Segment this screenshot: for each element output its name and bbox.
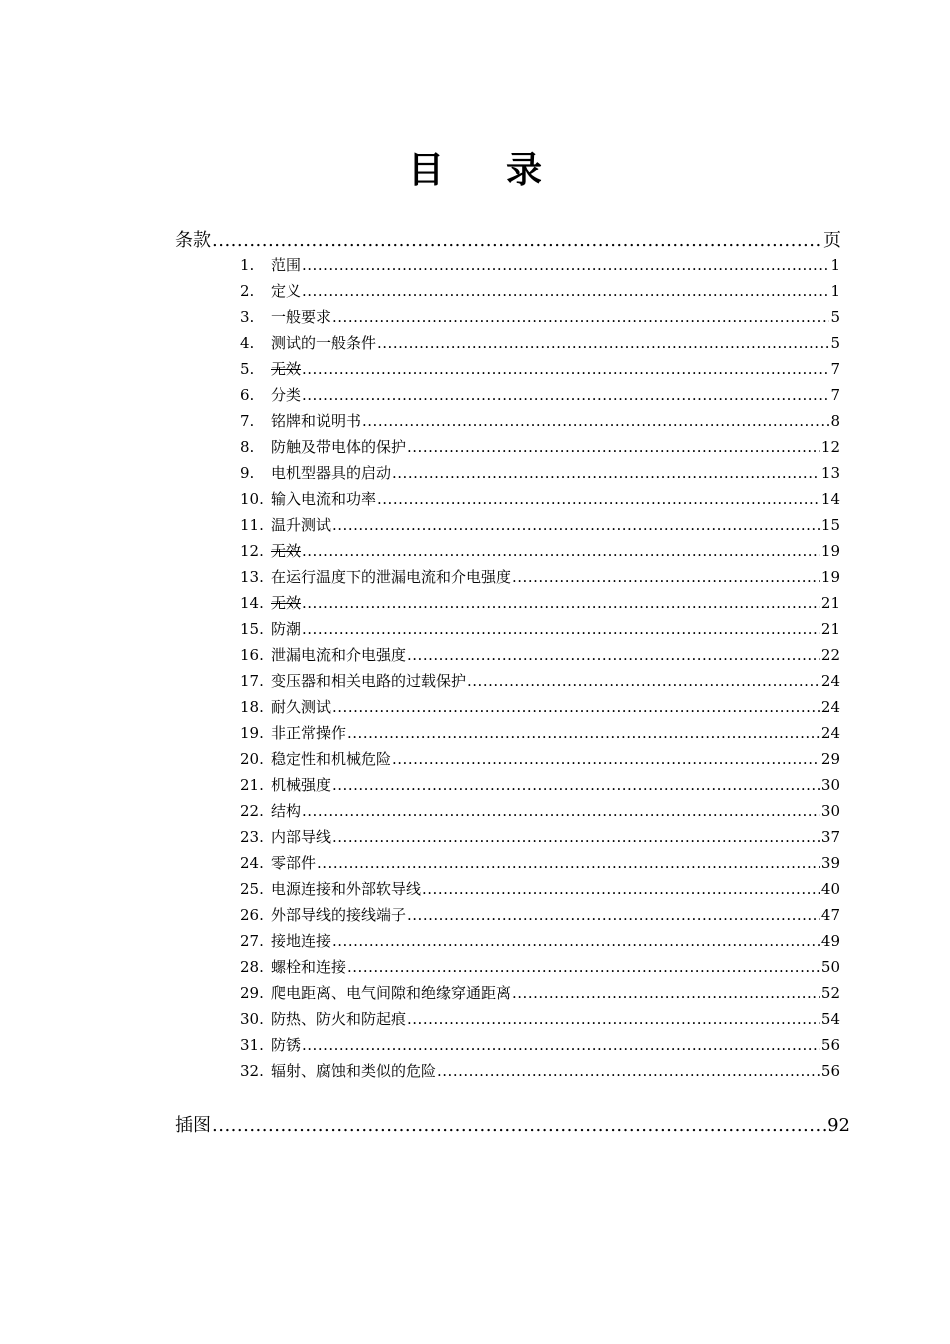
toc-item-number: 17. <box>240 672 264 690</box>
dot-leader <box>407 646 820 664</box>
toc-item-page: 56 <box>820 1062 840 1080</box>
toc-item[interactable] <box>240 592 840 618</box>
toc-item-label <box>240 800 301 821</box>
toc-item-number: 9. <box>240 464 255 482</box>
toc-item-text: 内部导线 <box>271 828 332 846</box>
toc-item-number: 11. <box>240 516 264 534</box>
toc-item-number: 7. <box>240 412 255 430</box>
toc-item[interactable] <box>240 462 840 488</box>
toc-item[interactable] <box>240 332 840 358</box>
toc-item-text: 变压器和相关电路的过载保护 <box>271 672 467 690</box>
toc-item[interactable] <box>240 384 840 410</box>
toc-item-label <box>240 592 301 613</box>
title-char-2: 录 <box>506 149 543 191</box>
dot-leader <box>302 360 829 378</box>
toc-item-label <box>240 618 301 639</box>
toc-item-number: 30. <box>240 1010 264 1028</box>
toc-item-label <box>240 852 316 873</box>
toc-figures-label: 插图 <box>175 1115 211 1136</box>
toc-item-label <box>240 722 346 743</box>
toc-item[interactable] <box>240 436 840 462</box>
toc-item-page: 24 <box>820 724 840 742</box>
toc-item-label <box>240 410 361 431</box>
dot-leader <box>302 256 829 274</box>
toc-item-page: 8 <box>830 412 840 430</box>
toc-item-label <box>240 1034 301 1055</box>
toc-item-page: 15 <box>820 516 840 534</box>
toc-item[interactable] <box>240 696 840 722</box>
toc-item-number: 22. <box>240 802 264 820</box>
toc-item-number: 15. <box>240 620 264 638</box>
toc-item-text: 辐射、腐蚀和类似的危险 <box>271 1062 437 1080</box>
dot-leader <box>302 542 820 560</box>
toc-item-number: 23. <box>240 828 264 846</box>
toc-item-number: 12. <box>240 542 264 560</box>
toc-item-number: 2. <box>240 282 255 300</box>
page-title <box>0 142 950 193</box>
toc-item-label <box>240 280 301 301</box>
toc-item-label <box>240 332 376 353</box>
toc-item-page: 50 <box>820 958 840 976</box>
dot-leader <box>317 854 820 872</box>
toc-item-label <box>240 1060 436 1081</box>
dot-leader <box>332 776 820 794</box>
toc-item-number: 32. <box>240 1062 264 1080</box>
toc-item[interactable] <box>240 722 840 748</box>
toc-item-label <box>240 878 421 899</box>
toc-item-text: 泄漏电流和介电强度 <box>271 646 407 664</box>
toc-item[interactable] <box>240 748 840 774</box>
toc-item-page: 13 <box>820 464 840 482</box>
toc-item-page: 1 <box>830 282 840 300</box>
toc-item[interactable] <box>240 852 840 878</box>
toc-item-number: 26. <box>240 906 264 924</box>
toc-item-text: 温升测试 <box>271 516 332 534</box>
dot-leader <box>302 594 820 612</box>
toc-item-label <box>240 826 331 847</box>
toc-item-label <box>240 748 391 769</box>
toc-item-label <box>240 540 301 561</box>
toc-item[interactable] <box>240 280 840 306</box>
toc-item-label <box>240 306 331 327</box>
toc-item-page: 5 <box>830 334 840 352</box>
toc-item-number: 21. <box>240 776 264 794</box>
toc-item-page: 30 <box>820 802 840 820</box>
toc-item-number: 29. <box>240 984 264 1002</box>
dot-leader <box>302 802 820 820</box>
toc-item-number: 16. <box>240 646 264 664</box>
toc-item-page: 19 <box>820 542 840 560</box>
toc-item-page: 40 <box>820 880 840 898</box>
toc-item-page: 1 <box>830 256 840 274</box>
toc-item-label <box>240 254 301 275</box>
toc-item-number: 27. <box>240 932 264 950</box>
toc-item-text: 外部导线的接线端子 <box>271 906 407 924</box>
dot-leader <box>437 1062 820 1080</box>
toc-item[interactable] <box>240 774 840 800</box>
dot-leader <box>332 516 820 534</box>
toc-item-page: 24 <box>820 672 840 690</box>
toc-item-label <box>240 696 331 717</box>
toc-item-text: 结构 <box>271 802 302 820</box>
toc-item-label <box>240 930 331 951</box>
toc-item-number: 13. <box>240 568 264 586</box>
dot-leader <box>347 958 820 976</box>
toc-item[interactable] <box>240 904 840 930</box>
toc-item[interactable] <box>240 358 840 384</box>
toc-item[interactable] <box>240 878 840 904</box>
toc-item-text: 电源连接和外部软导线 <box>271 880 422 898</box>
toc-item-label <box>240 644 406 665</box>
dot-leader <box>302 1036 820 1054</box>
dot-leader <box>392 464 820 482</box>
dot-leader <box>332 932 820 950</box>
toc-item[interactable] <box>240 514 840 540</box>
toc-item-text: 防触及带电体的保护 <box>271 438 407 456</box>
toc-item-number: 3. <box>240 308 255 326</box>
toc-item-text: 防锈 <box>271 1036 302 1054</box>
toc-item[interactable] <box>240 566 840 592</box>
toc-item-page: 54 <box>820 1010 840 1028</box>
toc-item-text: 输入电流和功率 <box>271 490 377 508</box>
toc-item-number: 5. <box>240 360 255 378</box>
toc-item-page: 49 <box>820 932 840 950</box>
toc-header-label: 条款 <box>175 230 211 251</box>
dot-leader <box>302 282 829 300</box>
toc-item-page: 12 <box>820 438 840 456</box>
toc-item-label <box>240 982 511 1003</box>
toc-header-row <box>175 226 841 252</box>
toc-item-number: 14. <box>240 594 264 612</box>
dot-leader <box>212 230 822 251</box>
toc-item-number: 28. <box>240 958 264 976</box>
toc-item[interactable] <box>240 540 840 566</box>
toc-item-page: 21 <box>820 594 840 612</box>
toc-item-number: 6. <box>240 386 255 404</box>
toc-item-text: 一般要求 <box>271 308 332 326</box>
dot-leader <box>332 308 829 326</box>
dot-leader <box>407 906 820 924</box>
toc-item[interactable] <box>240 1034 840 1060</box>
toc-item-text: 范围 <box>271 256 302 274</box>
dot-leader <box>362 412 829 430</box>
toc-item[interactable] <box>240 306 840 332</box>
toc-item-number: 19. <box>240 724 264 742</box>
dot-leader <box>422 880 820 898</box>
dot-leader <box>392 750 820 768</box>
toc-item[interactable] <box>240 982 840 1008</box>
toc-item-text: 分类 <box>271 386 302 404</box>
toc-item-number: 31. <box>240 1036 264 1054</box>
toc-item-text: 接地连接 <box>271 932 332 950</box>
toc-item-label <box>240 670 466 691</box>
toc-item-text: 零部件 <box>271 854 317 872</box>
toc-figures-row[interactable] <box>175 1111 850 1137</box>
dot-leader <box>212 1115 826 1136</box>
toc-item[interactable] <box>240 1008 840 1034</box>
toc-item[interactable] <box>240 410 840 436</box>
toc-item-label <box>240 904 406 925</box>
toc-item[interactable] <box>240 930 840 956</box>
toc-item-label <box>240 384 301 405</box>
dot-leader <box>512 984 820 1002</box>
toc-item[interactable] <box>240 644 840 670</box>
toc-item-page: 30 <box>820 776 840 794</box>
dot-leader <box>407 438 820 456</box>
toc-item-page: 5 <box>830 308 840 326</box>
toc-item-text: 螺栓和连接 <box>271 958 347 976</box>
toc-item-page: 19 <box>820 568 840 586</box>
toc-item-text: 无效 <box>271 542 302 560</box>
toc-item-text: 在运行温度下的泄漏电流和介电强度 <box>271 568 512 586</box>
toc-item-page: 47 <box>820 906 840 924</box>
toc-item-label <box>240 1008 406 1029</box>
toc-item-text: 机械强度 <box>271 776 332 794</box>
toc-item-label <box>240 462 391 483</box>
toc-item-number: 4. <box>240 334 255 352</box>
toc-item-text: 测试的一般条件 <box>271 334 377 352</box>
toc-item[interactable] <box>240 618 840 644</box>
toc-item-page: 29 <box>820 750 840 768</box>
toc-item-text: 爬电距离、电气间隙和绝缘穿通距离 <box>271 984 512 1002</box>
toc-item-page: 52 <box>820 984 840 1002</box>
toc-item-number: 1. <box>240 256 255 274</box>
dot-leader <box>467 672 820 690</box>
toc-item-page: 7 <box>830 386 840 404</box>
dot-leader <box>347 724 820 742</box>
title-char-1: 目 <box>407 149 444 191</box>
toc-item-number: 8. <box>240 438 255 456</box>
toc-figures-page: 92 <box>827 1115 850 1136</box>
toc-item-page: 39 <box>820 854 840 872</box>
toc-item-page: 14 <box>820 490 840 508</box>
toc-item-text: 非正常操作 <box>271 724 347 742</box>
toc-header-page-label: 页 <box>823 230 841 251</box>
toc-item-page: 37 <box>820 828 840 846</box>
toc-item-label <box>240 956 346 977</box>
toc-item[interactable] <box>240 1060 840 1086</box>
toc-item-label <box>240 488 376 509</box>
toc-item-number: 18. <box>240 698 264 716</box>
toc-item[interactable] <box>240 254 840 280</box>
dot-leader <box>512 568 820 586</box>
toc-item-text: 稳定性和机械危险 <box>271 750 392 768</box>
toc-item[interactable] <box>240 826 840 852</box>
dot-leader <box>377 334 829 352</box>
dot-leader <box>302 386 829 404</box>
toc-item-label <box>240 566 511 587</box>
toc-item-text: 定义 <box>271 282 302 300</box>
toc-item-label <box>240 514 331 535</box>
toc-item-number: 25. <box>240 880 264 898</box>
dot-leader <box>302 620 820 638</box>
toc-item-page: 22 <box>820 646 840 664</box>
toc-item-page: 7 <box>830 360 840 378</box>
toc-item-number: 10. <box>240 490 264 508</box>
toc-item-page: 24 <box>820 698 840 716</box>
toc-item-text: 防潮 <box>271 620 302 638</box>
toc-item-text: 无效 <box>271 594 302 612</box>
dot-leader <box>377 490 820 508</box>
toc-item[interactable] <box>240 956 840 982</box>
toc-item-label <box>240 774 331 795</box>
toc-item-page: 21 <box>820 620 840 638</box>
toc-item-label <box>240 436 406 457</box>
toc-item-text: 电机型器具的启动 <box>271 464 392 482</box>
toc-item[interactable] <box>240 800 840 826</box>
dot-leader <box>332 698 820 716</box>
toc-item-number: 24. <box>240 854 264 872</box>
toc-item[interactable] <box>240 488 840 514</box>
dot-leader <box>407 1010 820 1028</box>
dot-leader <box>332 828 820 846</box>
toc-item-text: 防热、防火和防起痕 <box>271 1010 407 1028</box>
toc-item-label <box>240 358 301 379</box>
toc-item-number: 20. <box>240 750 264 768</box>
toc-item-page: 56 <box>820 1036 840 1054</box>
toc-item-text: 铭牌和说明书 <box>271 412 362 430</box>
toc-item[interactable] <box>240 670 840 696</box>
toc-item-text: 无效 <box>271 360 302 378</box>
toc-item-text: 耐久测试 <box>271 698 332 716</box>
